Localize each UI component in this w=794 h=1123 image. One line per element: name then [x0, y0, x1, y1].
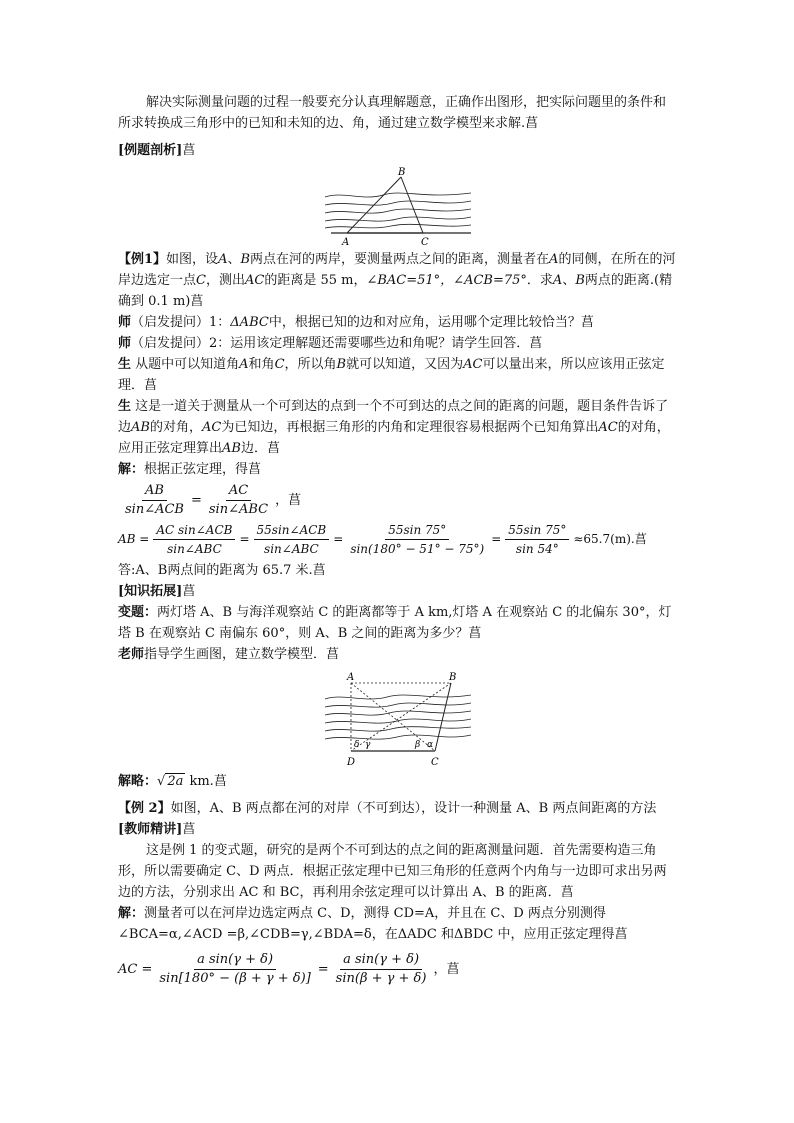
denominator: sin∠ABC: [264, 542, 319, 556]
numerator: a sin(γ + δ): [194, 951, 276, 970]
section-tail: 菖: [182, 584, 196, 599]
var-ac: AC: [463, 357, 483, 372]
equals: =: [317, 962, 329, 977]
equals: =: [491, 532, 502, 546]
sqrt-expression: √ 2a: [157, 774, 184, 789]
fig1-label-a: A: [342, 237, 350, 247]
var-a: A: [218, 252, 228, 267]
variant-problem: [118, 602, 678, 644]
document-page: [118, 92, 678, 990]
speaker: 生: [118, 357, 132, 372]
eq-lhs: AB =: [118, 532, 150, 546]
var-a: A: [549, 252, 559, 267]
text: 的对角，: [149, 420, 202, 435]
section-tail: 菖: [182, 822, 196, 837]
fraction: [122, 482, 187, 519]
intro-paragraph: 解决实际测量问题的过程一般要充分认真理解题意，正确作出图形，把实际问题里的条件和所求转换成三角形中的已知和未知的边、角，通过建立数学模型来求解.菖: [118, 95, 667, 131]
numerator: AC sin∠ACB: [153, 521, 235, 540]
radicand: 2a: [167, 774, 184, 789]
fraction: [505, 521, 569, 558]
text: 如图，A、B 两点都在河的对岸（不可到达），设计一种测量 A、B 两点间距离的方法: [170, 801, 657, 816]
var-b: B: [336, 357, 347, 372]
numerator: 55sin 75°: [505, 521, 569, 540]
var-a: A: [552, 273, 563, 288]
denominator: sin(180° − 51° − 75°): [350, 542, 485, 556]
text: （启发提问）1：: [131, 315, 231, 330]
section-title: [知识拓展]: [118, 584, 183, 599]
fig2-label-d: D: [347, 757, 356, 768]
text: 从题中可以知道角: [131, 357, 240, 372]
example-2: [118, 798, 678, 819]
text: 、: [562, 273, 576, 288]
var-b: B: [240, 252, 251, 267]
text: 运用该定理解题还需要哪些边和角呢？请学生回答．菖: [230, 336, 543, 351]
unit: km.菖: [185, 774, 227, 789]
text: 就可以知道，又因为: [346, 357, 464, 372]
var-ac: AC: [598, 420, 618, 435]
text: 的同侧，在所在的河岸边选定一点: [118, 252, 676, 288]
section-heading-examples: [118, 140, 678, 161]
eq-lhs: AC =: [118, 962, 153, 977]
fraction: [156, 951, 313, 988]
example-label: 【例1】: [118, 252, 167, 267]
text: 的对角，应用正弦定理算出: [118, 420, 670, 456]
text: 如图，设: [166, 252, 219, 267]
teacher-guidance: [118, 644, 678, 665]
section-heading-extension: [118, 581, 678, 602]
text: 测量者可以在河岸边选定两点 C、D，测得 CD=A，并且在 C、D 两点分别测得∠BCA=α,∠ACD =β,∠CDB=γ,∠BDA=δ，在ΔADC 和ΔBDC 中，应用正弦定理得菖: [118, 906, 628, 942]
var-ac: AC: [201, 420, 222, 435]
text: 可以量出来，所以应该用正弦定理．菖: [118, 357, 665, 393]
var-ac: AC: [244, 273, 265, 288]
text: ，所以角: [284, 357, 337, 372]
eq-tail: ，菖: [433, 962, 460, 977]
equation-ab-value: [118, 521, 678, 558]
fig1-label-c: C: [421, 237, 429, 247]
text: 为已知边，再根据三角形的内角和定理很容易根据两个已知角算出: [221, 420, 599, 435]
var-b: B: [575, 273, 585, 288]
var-c: C: [196, 273, 206, 288]
section-tail: 菖: [182, 143, 196, 158]
text: （启发提问）2：: [131, 336, 231, 351]
denominator: sin(β + γ + δ): [335, 971, 427, 986]
denominator: sin[180° − (β + γ + δ)]: [159, 971, 311, 986]
text: 指导学生画图，建立数学模型．菖: [144, 647, 340, 662]
text: ．求: [526, 273, 553, 288]
example-label: 【例 2】: [118, 801, 171, 816]
equation-sine-rule: [118, 482, 678, 519]
var-ab: AB: [222, 441, 241, 456]
variant-label: 变题：: [118, 605, 158, 620]
denominator: sin∠ABC: [208, 502, 269, 517]
text: 这是一道关于测量从一个可到达的点到一个不可到达的点之间的距离的问题，题目条件告诉了边: [118, 399, 669, 435]
text: 的距离是 55 m，: [264, 273, 367, 288]
fig2-label-b: B: [449, 672, 457, 683]
text: 两点在河的两岸，要测量两点之间的距离，测量者在: [250, 252, 550, 267]
fraction: [206, 482, 271, 519]
fig2-label-c: C: [431, 757, 439, 768]
var-a: A: [239, 357, 249, 372]
fraction: [333, 951, 430, 988]
text: 根据正弦定理，得菖: [144, 462, 262, 477]
numerator: 55sin∠ACB: [254, 521, 330, 540]
solution-2: [118, 903, 678, 945]
numerator: a sin(γ + δ): [340, 951, 422, 970]
fig2-angle-delta: δ: [354, 740, 360, 750]
solution-label: 解：: [118, 906, 145, 921]
numerator: AB: [142, 482, 167, 501]
speaker: 师: [118, 315, 132, 330]
numerator: AC: [226, 482, 251, 501]
var-ab: AB: [131, 420, 150, 435]
speaker: 老师: [118, 647, 145, 662]
teacher-question-1: [118, 312, 678, 333]
lecture-paragraph: 这是例 1 的变式题，研究的是两个不可到达的点之间的距离测量问题．首先需要构造三角形，所以需要确定 C、D 两点．根据正弦定理中已知三角形的任意两个内角与一边即可求出另两边的方法，分别求出 AC 和 BC，再利用余弦定理可以计算出 A、B 的距离．菖: [118, 843, 667, 900]
text: ，测出: [205, 273, 245, 288]
fig2-angle-alpha: α: [427, 740, 434, 750]
section-heading-lecture: [118, 819, 678, 840]
fraction: [254, 521, 330, 558]
answer-1: 答:A、B两点间的距离为 65.7 米.菖: [118, 563, 326, 578]
solution-label: 解：: [118, 462, 145, 477]
brief-label: 解略：: [118, 774, 158, 789]
eq-tail: ≈65.7(m).菖: [573, 532, 647, 546]
fig2-angle-beta: β: [415, 740, 421, 750]
text: 两点的距离.(精确到 0.1 m)菖: [118, 273, 673, 309]
text: 和角: [248, 357, 275, 372]
eq-tail: ，菖: [275, 493, 302, 508]
speaker: 师: [118, 336, 132, 351]
fraction: [153, 521, 235, 558]
angles: ∠BAC=51°，∠ACB=75°: [366, 273, 527, 288]
student-answer-2: [118, 396, 678, 459]
solution-1: [118, 459, 678, 480]
equals: =: [190, 493, 202, 508]
brief-solution: [118, 771, 678, 792]
triangle: ΔABC: [230, 315, 269, 330]
student-answer-1: [118, 354, 678, 396]
text: 边．菖: [240, 441, 280, 456]
equals: =: [239, 532, 250, 546]
section-title: [例题剖析]: [118, 143, 183, 158]
speaker: 生: [118, 399, 132, 414]
var-c: C: [274, 357, 285, 372]
denominator: sin∠ABC: [167, 542, 222, 556]
fig2-label-a: A: [347, 672, 355, 683]
teacher-question-2: [118, 333, 678, 354]
section-title: [教师精讲]: [118, 822, 183, 837]
river-figure-2: [323, 671, 473, 769]
fig1-label-b: B: [398, 167, 406, 178]
numerator: 55sin 75°: [385, 521, 449, 540]
equation-ac-value: [118, 951, 678, 988]
equals: =: [333, 532, 344, 546]
text: 、: [227, 252, 241, 267]
text: 两灯塔 A、B 与海洋观察站 C 的距离都等于 A km,灯塔 A 在观察站 C 的北偏东 30°，灯塔 B 在观察站 C 南偏东 60°，则 A、B 之间的距离为多少？菖: [118, 605, 672, 641]
fraction: [347, 521, 487, 558]
denominator: sin∠ACB: [125, 502, 184, 517]
river-figure-1: [323, 167, 473, 247]
fig2-angle-gamma: γ: [365, 740, 371, 750]
denominator: sin 54°: [515, 542, 559, 556]
example-1: [118, 249, 678, 312]
text: 中，根据已知的边和对应角，运用哪个定理比较恰当？菖: [268, 315, 594, 330]
